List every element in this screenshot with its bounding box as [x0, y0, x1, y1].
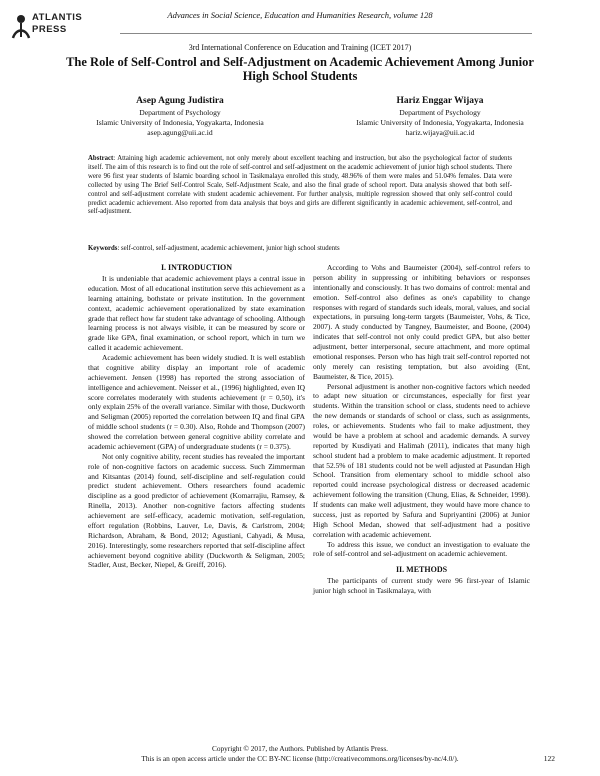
- author-affiliation: Islamic University of Indonesia, Yogyakarta, Indonesia: [356, 118, 524, 127]
- author-block-2: [330, 95, 550, 138]
- paragraph: Not only cognitive ability, recent studies has revealed the important role of non-cognitive factors on academic success. Such Zimmerman and Kitsantas (2014) found, self-discipline and self-regulation could predict student achievement. Others researchers found academic discipline as a good predictor of achievement (Komarrajiu, Ramsey, & Rinella, 2013). Another non-cognitive factors affecting students achievement are self-efficacy, academic motivation, self-regulation, effort regulation (Robbins, Lauver, Le, Davis, & Carlstrom, 2004; Richardson, Abraham, & Bond, 2012; Agustiani, Cahyadi, & Musa, 2016). Interestingly, some researchers reported that self-discipline affect achievement beyond cognitive ability (Duckworth & Seligman, 2005; Stadler, Aust, Becker, Niepel, & Greiff, 2016).: [88, 451, 305, 570]
- author-email[interactable]: asep.agung@uii.ac.id: [147, 128, 213, 137]
- paragraph: According to Vohs and Baumeister (2004), self-control refers to person ability in suppressing or inhibiting behaviors or responses intentionally and consciously. It has two domains of control: mental and emotion. Self-control also defines as one's capability to change responses with regard of standards such ideals, moral, values, and social expectations, in pursuing long-term targets (Baumeister, Vohs, & Tice, 2007). A study conducted by Tangney, Baumeister, and Boone, (2004) indicates that self-control not only could predict GPA, but also better adjustment, better interpersonal, secure attachment, and more optimal emotional responses. Person who has high trait self-control reported not only merely can resisting temptation, but also avoiding (Ent, Baumeister, & Tice, 2015).: [313, 263, 530, 381]
- left-column: [88, 263, 305, 570]
- journal-name: Advances in Social Science, Education and Humanities Research, volume 128: [167, 10, 433, 20]
- author-name: Asep Agung Judistira: [136, 96, 224, 106]
- section-heading-introduction: I. INTRODUCTION: [160, 263, 233, 272]
- paragraph: The participants of current study were 96 first-year of Islamic junior high school in Tasikmalaya, with: [313, 576, 530, 596]
- abstract: [88, 155, 512, 217]
- footer: [0, 744, 600, 763]
- page-number: 122: [543, 754, 555, 763]
- conference-name: 3rd International Conference on Education and Training (ICET 2017): [188, 43, 412, 52]
- paragraph: Academic achievement has been widely studied. It is well establish that cognitive ability display an important role of academic achievement. Jensen (1998) has reported the strong association of intelligence and achievement. Neisser et al., (1996) highlighted, even IQ score correlates moderately with students achievement (r = 0,50), it's only explain 25% of the overall variance. Similar with those, Duckworth and Seligman (2005) reported the correlation between IQ and final GPA of middle school students (r = 0.30). Also, Rohde and Thompson (2007) showed the correlation between general cognitive ability correlate and academic achievement (GPA) of undergraduate students (r = 0.375).: [88, 353, 305, 451]
- copyright-line: Copyright © 2017, the Authors. Published by Atlantis Press.: [211, 744, 388, 753]
- abstract-label: Abstract: [88, 155, 114, 162]
- section-heading-methods: II. METHODS: [395, 565, 448, 575]
- right-column: [313, 263, 530, 596]
- publisher-line2: PRESS: [32, 24, 67, 35]
- author-dept: Department of Psychology: [399, 108, 481, 117]
- keywords-text: : self-control, self-adjustment, academic achievement, junior high school students: [117, 245, 340, 252]
- paragraph: Personal adjustment is another non-cognitive factors which needed to adapt new situation or circumstances, especially for first year students. Within the transition school or class, students need to achieve the new demands or standards of school or class, such as assignments, roles, or achievements. Students who fail to make adjustment, they would be have a problem at school and academic demands. A survey reported by Kusdiyati and Halimah (2011), indicates that many high school student had a problem to make academic adjustment. It reported that 52.5% of 181 students could not be well adjusted at Pasundan High School. Transition from elementary school to middle school also reported could increase psychological distress or decreased academic achievement following the transition (Chung, Elias, & Schneider, 1998). If students can make well adjustment, they would have more chance to success, just as reported by Safura and Supriyantini (2006) at Junior High School Medan, showed that self-adjustment had a positive correlation with academic achievement.: [313, 381, 530, 539]
- author-affiliation: Islamic University of Indonesia, Yogyakarta, Indonesia: [96, 118, 264, 127]
- author-name: Hariz Enggar Wijaya: [396, 96, 484, 106]
- paragraph: To address this issue, we conduct an investigation to evaluate the role of self-control and sel-adjustment on academic achievement.: [313, 539, 530, 559]
- keywords: [88, 244, 512, 253]
- author-block-1: [70, 95, 290, 138]
- abstract-text: : Attaining high academic achievement, not only merely about excellent teaching and instruction, but also the psychological factor of students itself. The aim of this research is to find out the role of self-control and self-adjustment on the academic achievement of junior high school students. There were 96 first year students of Islamic boarding school in Tasikmalaya enrolled this study, 48.96% of them were males and 51.04% females. Data were collected by using The Brief Self-Control Scale, Self-Adjustment Scale, and also the final grade of school report. Data analysis showed that both self-control and self-adjustment correlate with student academic achievement. For further analysis, multiple regression showed that only self-control could predict academic achievement. Also reported from data analysis that boys and girls are different significantly in academic achievement, self-control, and self-adjustment.: [88, 155, 512, 216]
- header-rule: [120, 33, 532, 34]
- author-email[interactable]: hariz.wijaya@uii.ac.id: [405, 128, 475, 137]
- license-line: This is an open access article under the CC BY-NC license (http://creativecommons.org/licenses/by-nc/4.0/).: [141, 753, 459, 763]
- paragraph: It is undeniable that academic achievement plays a central issue in education. Most of all educational institution serve this achievement as a learning attaining, bothstate or private institution. In the government context, academic achievement operationalized by state examination grade that reflect how far student take advantage of schooling. Although learning process is not always visible, it can be measured by score or grade like GPA, final examination, or school report, which in turn we called it academic achievement.: [88, 274, 305, 353]
- publisher-line1: ATLANTIS: [32, 12, 83, 23]
- paper-title: The Role of Self-Control and Self-Adjustment on Academic Achievement Among Junior High School Students: [66, 55, 534, 83]
- keywords-label: Keywords: [88, 245, 118, 252]
- author-dept: Department of Psychology: [139, 108, 221, 117]
- journal-header: [0, 10, 600, 21]
